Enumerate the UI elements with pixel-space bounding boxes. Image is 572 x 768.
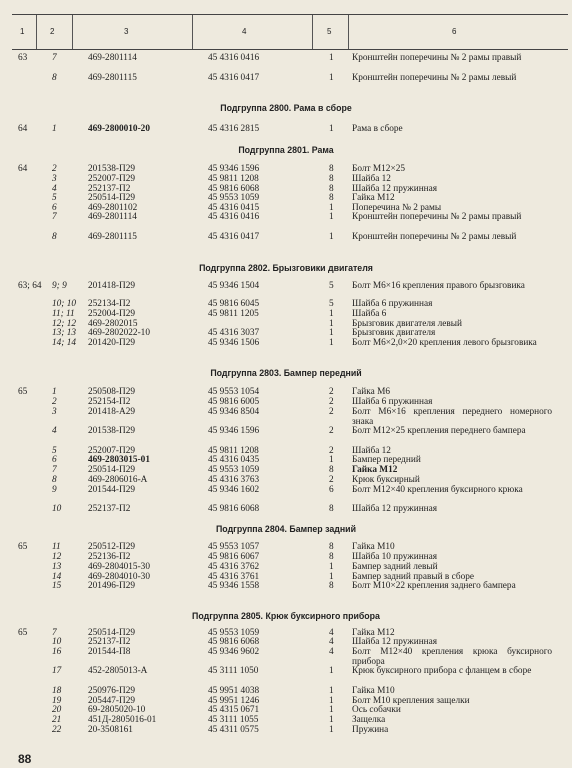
position-number: 14	[52, 572, 62, 582]
part-number: 201544-П8	[88, 647, 131, 657]
part-number: 469-2801114	[88, 53, 137, 63]
part-name: Рама в сборе	[352, 124, 403, 134]
part-name: Болт М6×16 крепления правого брызговика	[352, 281, 525, 291]
header-col-5: 5	[327, 27, 332, 36]
part-number: 469-2806016-А	[88, 475, 148, 485]
position-number: 12	[52, 552, 62, 562]
part-name: Гайка М12	[352, 465, 398, 475]
subgroup-heading: Подгруппа 2805. Крюк буксирного прибора	[192, 611, 380, 621]
position-number: 2	[52, 164, 57, 174]
okp-code: 45 9346 1506	[208, 338, 260, 348]
part-name: Болт М12×25	[352, 164, 405, 174]
position-number: 13; 13	[52, 328, 77, 338]
part-number: 250976-П29	[88, 686, 135, 696]
quantity: 1	[329, 53, 334, 63]
position-number: 11; 11	[52, 309, 75, 319]
position-number: 8	[52, 232, 57, 242]
header-col-1: 1	[20, 27, 25, 36]
position-number: 20	[52, 705, 62, 715]
part-name: Гайка М12	[352, 193, 395, 203]
part-number: 469-2803015-01	[88, 455, 150, 465]
part-number: 250514-П29	[88, 193, 135, 203]
okp-code: 45 9346 1602	[208, 485, 260, 495]
part-name: Болт М6×16 крепления переднего номерного знака	[352, 407, 552, 427]
part-name: Шайба 12	[352, 174, 391, 184]
part-number: 201420-П29	[88, 338, 135, 348]
quantity: 8	[329, 542, 334, 552]
part-name: Брызговик двигателя	[352, 328, 436, 338]
part-number: 201496-П29	[88, 581, 135, 591]
okp-code: 45 4316 0435	[208, 455, 260, 465]
okp-code: 45 9816 6068	[208, 504, 260, 514]
quantity: 1	[329, 725, 334, 735]
subgroup-heading: Подгруппа 2800. Рама в сборе	[220, 103, 352, 113]
position-number: 4	[52, 184, 57, 194]
part-number: 252154-П2	[88, 397, 131, 407]
header-col-3: 3	[124, 27, 129, 36]
part-number: 252134-П2	[88, 299, 131, 309]
part-name: Бампер задний левый	[352, 562, 438, 572]
okp-code: 45 4316 3761	[208, 572, 260, 582]
okp-code: 45 4316 0417	[208, 232, 260, 242]
part-name: Бампер задний правый в сборе	[352, 572, 474, 582]
okp-code: 45 3111 1055	[208, 715, 259, 725]
quantity: 1	[329, 203, 334, 213]
okp-code: 45 9553 1054	[208, 387, 260, 397]
quantity: 4	[329, 647, 334, 657]
quantity: 1	[329, 562, 334, 572]
position-number: 12; 12	[52, 319, 77, 329]
position-number: 7	[52, 628, 57, 638]
part-number: 451Д-2805016-01	[88, 715, 157, 725]
part-number: 201538-П29	[88, 426, 135, 436]
part-name: Болт М10 крепления защелки	[352, 696, 470, 706]
part-number: 250508-П29	[88, 387, 135, 397]
quantity: 2	[329, 426, 334, 436]
quantity: 1	[329, 328, 334, 338]
part-name: Кронштейн поперечины № 2 рамы левый	[352, 73, 517, 83]
part-number: 250514-П29	[88, 465, 135, 475]
quantity: 1	[329, 338, 334, 348]
quantity: 2	[329, 387, 334, 397]
position-number: 15	[52, 581, 62, 591]
subgroup-heading: Подгруппа 2804. Бампер задний	[215, 524, 356, 534]
quantity: 2	[329, 407, 334, 417]
figure-number: 64	[18, 164, 28, 174]
okp-code: 45 4316 2815	[208, 124, 260, 134]
okp-code: 45 9951 1246	[208, 696, 260, 706]
okp-code: 45 4316 0415	[208, 203, 260, 213]
okp-code: 45 4316 0416	[208, 53, 260, 63]
okp-code: 45 9346 1504	[208, 281, 260, 291]
quantity: 5	[329, 299, 334, 309]
position-number: 16	[52, 647, 62, 657]
part-name: Кронштейн поперечины № 2 рамы правый	[352, 212, 522, 222]
part-name: Шайба 12 пружинная	[352, 637, 438, 647]
part-number: 252137-П2	[88, 184, 131, 194]
quantity: 1	[329, 696, 334, 706]
header-col-2: 2	[50, 27, 55, 36]
quantity: 1	[329, 572, 334, 582]
quantity: 1	[329, 715, 334, 725]
part-number: 469-2801114	[88, 212, 137, 222]
quantity: 8	[329, 581, 334, 591]
part-number: 69-2805020-10	[88, 705, 146, 715]
part-name: Болт М10×22 крепления заднего бампера	[352, 581, 516, 591]
position-number: 3	[52, 407, 57, 417]
part-number: 252004-П29	[88, 309, 135, 319]
subgroup-heading: Подгруппа 2802. Брызговики двигателя	[199, 263, 373, 273]
figure-number: 65	[18, 542, 28, 552]
okp-code: 45 3111 1050	[208, 666, 259, 676]
okp-code: 45 4316 3763	[208, 475, 260, 485]
position-number: 5	[52, 446, 57, 456]
part-name: Гайка М10	[352, 542, 395, 552]
part-number: 469-2801115	[88, 73, 137, 83]
okp-code: 45 9553 1059	[208, 193, 260, 203]
position-number: 1	[52, 124, 57, 134]
position-number: 14; 14	[52, 338, 77, 348]
part-name: Болт М12×40 крепления буксирного крюка	[352, 485, 523, 495]
position-number: 4	[52, 426, 57, 436]
quantity: 4	[329, 637, 334, 647]
part-name: Болт М12×25 крепления переднего бампера	[352, 426, 526, 436]
position-number: 7	[52, 465, 57, 475]
okp-code: 45 9816 6068	[208, 637, 260, 647]
position-number: 2	[52, 397, 57, 407]
quantity: 1	[329, 232, 334, 242]
position-number: 7	[52, 53, 57, 63]
part-number: 469-2804010-30	[88, 572, 150, 582]
figure-number: 63; 64	[18, 281, 42, 291]
figure-number: 65	[18, 628, 28, 638]
part-number: 201418-А29	[88, 407, 135, 417]
okp-code: 45 9811 1208	[208, 446, 259, 456]
part-number: 20-3508161	[88, 725, 133, 735]
part-name: Брызговик двигателя левый	[352, 319, 462, 329]
figure-number: 65	[18, 387, 28, 397]
quantity: 2	[329, 475, 334, 485]
okp-code: 45 9553 1059	[208, 628, 260, 638]
part-name: Шайба 6 пружинная	[352, 397, 433, 407]
quantity: 1	[329, 666, 334, 676]
part-name: Шайба 12 пружинная	[352, 184, 438, 194]
subgroup-heading: Подгруппа 2803. Бампер передний	[210, 368, 362, 378]
position-number: 9; 9	[52, 281, 67, 291]
quantity: 5	[329, 281, 334, 291]
position-number: 8	[52, 475, 57, 485]
position-number: 21	[52, 715, 62, 725]
position-number: 18	[52, 686, 62, 696]
position-number: 13	[52, 562, 62, 572]
okp-code: 45 9346 9602	[208, 647, 260, 657]
position-number: 10	[52, 504, 62, 514]
quantity: 1	[329, 124, 334, 134]
okp-code: 45 9346 8504	[208, 407, 260, 417]
part-number: 201418-П29	[88, 281, 135, 291]
part-number: 252137-П2	[88, 504, 131, 514]
part-name: Шайба 12 пружинная	[352, 504, 438, 514]
okp-code: 45 4316 0416	[208, 212, 260, 222]
quantity: 8	[329, 465, 334, 475]
position-number: 8	[52, 73, 57, 83]
part-name: Крюк буксирного прибора с фланцем в сборе	[352, 666, 532, 676]
okp-code: 45 4315 0671	[208, 705, 260, 715]
header-col-6: 6	[452, 27, 457, 36]
part-name: Ось собачки	[352, 705, 401, 715]
part-name: Шайба 6	[352, 309, 387, 319]
position-number: 6	[52, 203, 57, 213]
quantity: 8	[329, 164, 334, 174]
part-number: 469-2804015-30	[88, 562, 150, 572]
part-number: 250512-П29	[88, 542, 135, 552]
okp-code: 45 4316 3762	[208, 562, 260, 572]
figure-number: 64	[18, 124, 28, 134]
position-number: 5	[52, 193, 57, 203]
quantity: 2	[329, 446, 334, 456]
quantity: 1	[329, 309, 334, 319]
okp-code: 45 9816 6045	[208, 299, 260, 309]
quantity: 8	[329, 504, 334, 514]
okp-code: 45 4316 0417	[208, 73, 260, 83]
part-number: 250514-П29	[88, 628, 135, 638]
okp-code: 45 9816 6005	[208, 397, 260, 407]
part-name: Гайка М12	[352, 628, 395, 638]
part-name: Шайба 6 пружинная	[352, 299, 433, 309]
okp-code: 45 9346 1596	[208, 426, 260, 436]
quantity: 8	[329, 174, 334, 184]
quantity: 4	[329, 628, 334, 638]
page-number: 88	[18, 752, 32, 766]
figure-number: 63	[18, 53, 28, 63]
quantity: 1	[329, 686, 334, 696]
position-number: 1	[52, 387, 57, 397]
quantity: 1	[329, 455, 334, 465]
part-number: 205447-П29	[88, 696, 135, 706]
part-number: 452-2805013-А	[88, 666, 148, 676]
part-name: Кронштейн поперечины № 2 рамы левый	[352, 232, 517, 242]
part-number: 469-2801115	[88, 232, 137, 242]
subgroup-heading: Подгруппа 2801. Рама	[238, 145, 334, 155]
okp-code: 45 9553 1059	[208, 465, 260, 475]
part-name: Шайба 10 пружинная	[352, 552, 438, 562]
part-name: Болт М6×2,0×20 крепления левого брызговика	[352, 338, 537, 348]
part-name: Крюк буксирный	[352, 475, 420, 485]
part-name: Пружина	[352, 725, 389, 735]
position-number: 9	[52, 485, 57, 495]
position-number: 7	[52, 212, 57, 222]
part-name: Кронштейн поперечины № 2 рамы правый	[352, 53, 522, 63]
position-number: 3	[52, 174, 57, 184]
position-number: 11	[52, 542, 61, 552]
okp-code: 45 9951 4038	[208, 686, 260, 696]
part-number: 469-2801102	[88, 203, 138, 213]
part-number: 252137-П2	[88, 637, 131, 647]
okp-code: 45 4316 3037	[208, 328, 260, 338]
part-number: 252007-П29	[88, 174, 135, 184]
table-header	[12, 14, 568, 50]
part-name: Болт М12×40 крепления крюка буксирного прибора	[352, 647, 552, 667]
part-name: Гайка М6	[352, 387, 390, 397]
okp-code: 45 4311 0575	[208, 725, 259, 735]
part-name: Поперечина № 2 рамы	[352, 203, 442, 213]
quantity: 8	[329, 184, 334, 194]
part-number: 469-2800010-20	[88, 124, 150, 134]
part-number: 469-2802015	[88, 319, 138, 329]
part-name: Гайка М10	[352, 686, 395, 696]
quantity: 6	[329, 485, 334, 495]
quantity: 1	[329, 705, 334, 715]
quantity: 1	[329, 319, 334, 329]
okp-code: 45 9553 1057	[208, 542, 260, 552]
okp-code: 45 9346 1596	[208, 164, 260, 174]
quantity: 8	[329, 193, 334, 203]
part-name: Защелка	[352, 715, 386, 725]
position-number: 10; 10	[52, 299, 77, 309]
okp-code: 45 9816 6068	[208, 184, 260, 194]
part-number: 201538-П29	[88, 164, 135, 174]
position-number: 22	[52, 725, 62, 735]
part-number: 469-2802022-10	[88, 328, 150, 338]
position-number: 19	[52, 696, 62, 706]
part-number: 252007-П29	[88, 446, 135, 456]
quantity: 2	[329, 397, 334, 407]
okp-code: 45 9346 1558	[208, 581, 260, 591]
position-number: 17	[52, 666, 62, 676]
position-number: 10	[52, 637, 62, 647]
quantity: 1	[329, 73, 334, 83]
part-number: 252136-П2	[88, 552, 131, 562]
header-col-4: 4	[242, 27, 247, 36]
part-number: 201544-П29	[88, 485, 135, 495]
okp-code: 45 9816 6067	[208, 552, 260, 562]
quantity: 1	[329, 212, 334, 222]
quantity: 8	[329, 552, 334, 562]
okp-code: 45 9811 1208	[208, 174, 259, 184]
okp-code: 45 9811 1205	[208, 309, 259, 319]
part-name: Бампер передний	[352, 455, 421, 465]
part-name: Шайба 12	[352, 446, 391, 456]
position-number: 6	[52, 455, 57, 465]
